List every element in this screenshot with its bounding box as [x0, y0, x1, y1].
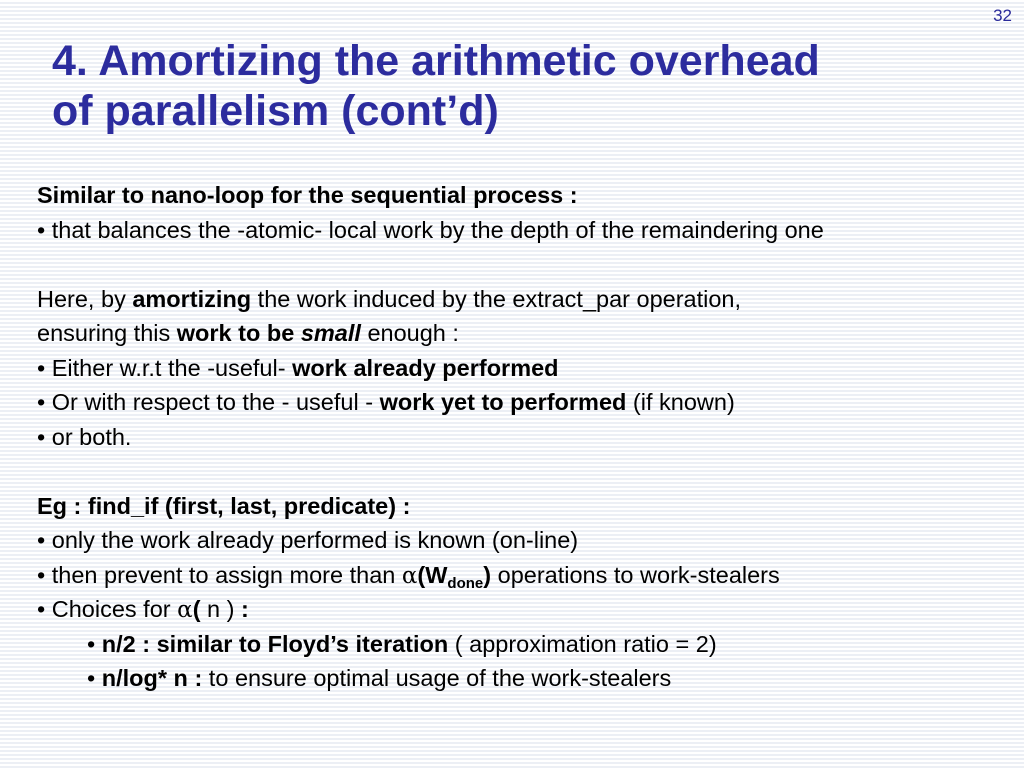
heading-example [37, 489, 1012, 524]
text-emphasis: work to be [176, 320, 301, 346]
text-part: ( approximation ratio = 2) [448, 630, 717, 657]
sub-bullet-n2 [37, 627, 1012, 662]
bullet-choices [37, 592, 1012, 627]
alpha-symbol: α [177, 597, 193, 623]
bullet-balances [37, 213, 1012, 248]
text-part: ensuring this [37, 320, 177, 346]
text-part: • Or with respect to the - useful - [37, 389, 380, 415]
text-part: • Choices for [37, 596, 178, 622]
bullet-only-text: • only the work already performed is known (on-line) [37, 527, 579, 553]
bullet-both-text: • or both. [37, 423, 132, 450]
text-emphasis: amortizing [132, 285, 252, 312]
bullet-prevent [37, 558, 1012, 593]
bullet-or [37, 385, 1012, 420]
text-emphasis: n/2 : similar to Floyd’s iteration [101, 630, 449, 657]
bullet-both [37, 420, 1012, 455]
blank-line [37, 454, 1012, 489]
text-part: • Either w.r.t the -useful- [37, 354, 293, 381]
text-emphasis: work already performed [292, 354, 559, 381]
text-part: • [87, 630, 102, 657]
slide-body [37, 178, 1012, 696]
sub-bullet-nlog [37, 661, 1012, 696]
text-part: • [87, 665, 102, 691]
title-line-1: 4. Amortizing the arithmetic overhead [52, 37, 820, 85]
heading-similar [37, 178, 1012, 213]
text-emphasis: work yet to performed [379, 389, 627, 415]
heading-example-text: Eg : find_if (first, last, predicate) : [37, 492, 411, 519]
slide-number: 32 [993, 6, 1012, 25]
text-part: enough : [360, 320, 459, 346]
open-paren: ( [192, 596, 201, 622]
text-part: operations to work-stealers [491, 561, 780, 588]
text-part: to ensure optimal usage of the work-stealers [202, 665, 672, 691]
slide-title [52, 36, 1002, 136]
title-line-2: of parallelism (cont’d) [52, 87, 499, 135]
paragraph-amortizing [37, 282, 1012, 317]
text-part: Here, by [37, 285, 133, 312]
bullet-only [37, 523, 1012, 558]
close-paren: ) [483, 561, 492, 588]
paragraph-ensuring [37, 316, 1012, 351]
done-subscript: done [447, 574, 484, 592]
text-emphasis-italic [301, 320, 361, 346]
bullet-either [37, 351, 1012, 386]
colon: : [241, 596, 249, 622]
text-part: (if known) [626, 389, 735, 415]
w-symbol: (W [417, 561, 448, 588]
bullet-balances-text: • that balances the -atomic- local work by the depth of the remaindering one [37, 216, 824, 243]
text-emphasis: n/log* n : [101, 665, 203, 691]
small-italic: small [300, 320, 361, 346]
text-emphasis [417, 561, 492, 592]
text-part: the work induced by the extract_par operation, [251, 285, 742, 312]
blank-line [37, 247, 1012, 282]
alpha-symbol: α [401, 562, 418, 589]
text-part: n ) [200, 596, 241, 622]
heading-similar-text: Similar to nano-loop for the sequential process : [37, 182, 578, 208]
text-part: • then prevent to assign more than [37, 561, 402, 588]
